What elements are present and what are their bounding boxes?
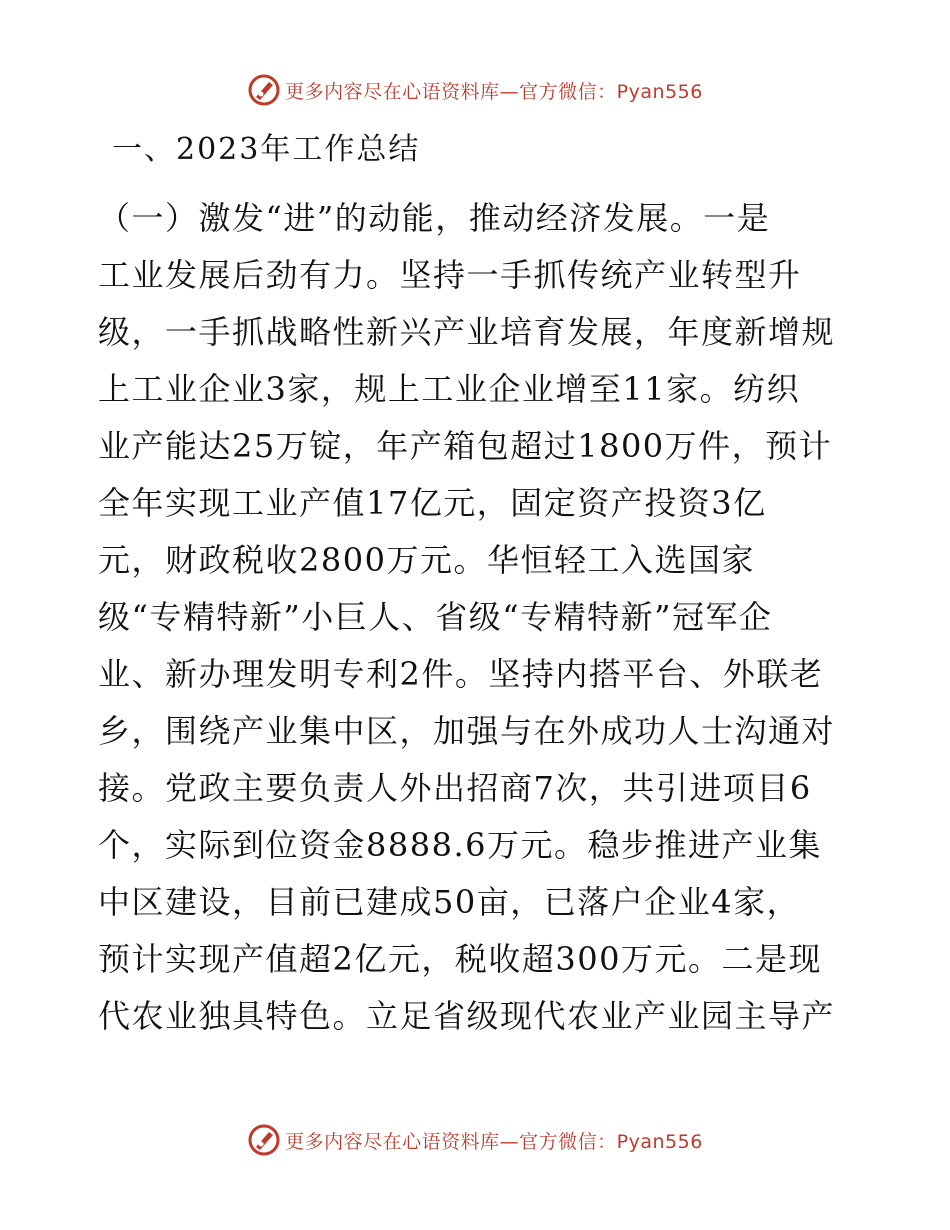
body-line: 上工业企业3家，规上工业企业增至11家。纺织 xyxy=(98,370,801,408)
body-line: 全年实现工业产值17亿元，固定资产投资3亿 xyxy=(98,484,767,522)
section-heading: 一、2023年工作总结 xyxy=(112,132,421,167)
body-line: （一）激发“进”的动能，推动经济发展。一是 xyxy=(98,199,771,237)
body-line: 级，一手抓战略性新兴产业培育发展，年度新增规 xyxy=(98,313,836,351)
pen-circle-logo-icon xyxy=(247,73,281,107)
body-line: 级“专精特新”小巨人、省级“专精特新”冠军企 xyxy=(98,598,773,636)
body-line: 业产能达25万锭，年产箱包超过1800万件，预计 xyxy=(98,427,833,465)
body-line: 个，实际到位资金8888.6万元。稳步推进产业集 xyxy=(98,826,822,864)
body-text xyxy=(98,190,858,1045)
body-line: 乡，围绕产业集中区，加强与在外成功人士沟通对 xyxy=(98,712,836,750)
watermark-text: 更多内容尽在心语资料库—官方微信：Pyan556 xyxy=(285,1130,703,1153)
pen-circle-logo-icon xyxy=(247,1123,281,1157)
body-line: 代农业独具特色。立足省级现代农业产业园主导产 xyxy=(98,997,836,1035)
body-line: 元，财政税收2800万元。华恒轻工入选国家 xyxy=(98,541,755,579)
body-line: 工业发展后劲有力。坚持一手抓传统产业转型升 xyxy=(98,256,802,294)
footer-watermark xyxy=(0,1120,950,1160)
watermark-text: 更多内容尽在心语资料库—官方微信：Pyan556 xyxy=(285,80,703,103)
body-line: 预计实现产值超2亿元，税收超300万元。二是现 xyxy=(98,940,822,978)
body-line: 中区建设，目前已建成50亩，已落户企业4家， xyxy=(98,883,801,921)
body-line: 接。党政主要负责人外出招商7次，共引进项目6 xyxy=(98,769,812,807)
body-line: 业、新办理发明专利2件。坚持内搭平台、外联老 xyxy=(98,655,824,693)
header-watermark xyxy=(0,70,950,110)
